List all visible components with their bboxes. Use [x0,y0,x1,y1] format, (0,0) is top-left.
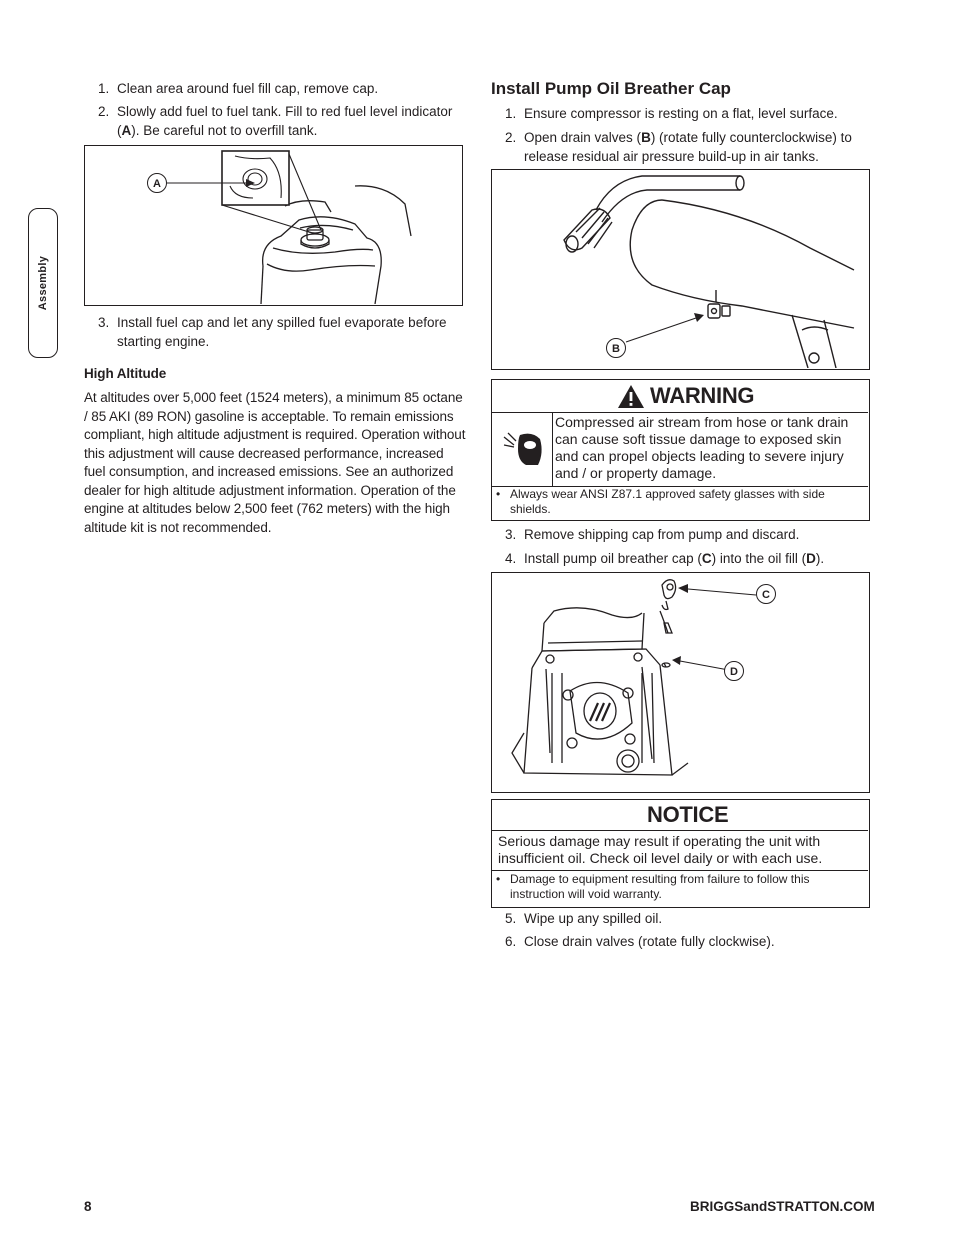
notice-header [492,800,868,831]
fuel-tank-illustration [84,145,463,306]
warning-triangle-icon [617,384,645,409]
high-altitude-body: At altitudes over 5,000 feet (1524 meters), a minimum 85 octane / 85 AKI (89 RON) gasoline is acceptable. To remain emissions compliant, high altitude adjustment is required. Operation without this adjustment will cause decreased performance, increased fuel consumption, and increased emissions. See an authorized dealer for high altitude adjustment information. Operation of the engine at altitudes below 2,500 feet (762 meters) with the high altitude kit is not recommended. [84,390,466,535]
pump-breather-cap-illustration [491,572,870,793]
notice-box: NOTICE Serious damage may result if operating the unit with insufficient oil. Check oil level daily or with each use. • Damage to equipment resulting from failure to follow this instruction will void warranty. [491,799,870,908]
callout-a: A [147,173,167,193]
warning-title: WARNING [650,383,755,408]
safety-glasses-icon [502,429,544,469]
warning-message: Compressed air stream from hose or tank drain can cause soft tissue damage to exposed skin and can propel objects leading to severe injury and / or property damage. [555,414,849,481]
drain-valve-drawing [492,170,868,368]
section-heading: Install Pump Oil Breather Cap [491,79,731,98]
callout-b: B [606,338,626,358]
footer-website: BRIGGSandSTRATTON.COM [690,1199,875,1214]
callout-c: C [756,584,776,604]
pump-drawing [492,573,868,791]
warning-header [492,380,868,413]
notice-message: Serious damage may result if operating the unit with insufficient oil. Check oil level daily or with each use. [498,833,823,866]
page-number: 8 [84,1199,92,1214]
warning-box: WARNING Compressed air stream from hose or tank drain can cause soft tissue damage to exposed skin and can propel objects leading to severe injury and / or property damage. • Always wear ANSI Z87.1 approved safety glasses with side shields. [491,379,870,521]
high-altitude-heading: High Altitude [84,366,167,381]
section-side-tab [28,208,58,358]
drain-valve-illustration [491,169,870,370]
section-side-tab-label: Assembly [37,255,49,311]
fuel-tank-drawing [85,146,461,304]
notice-title: NOTICE [647,802,729,827]
callout-d: D [724,661,744,681]
safety-glasses-icon-cell [492,413,553,486]
